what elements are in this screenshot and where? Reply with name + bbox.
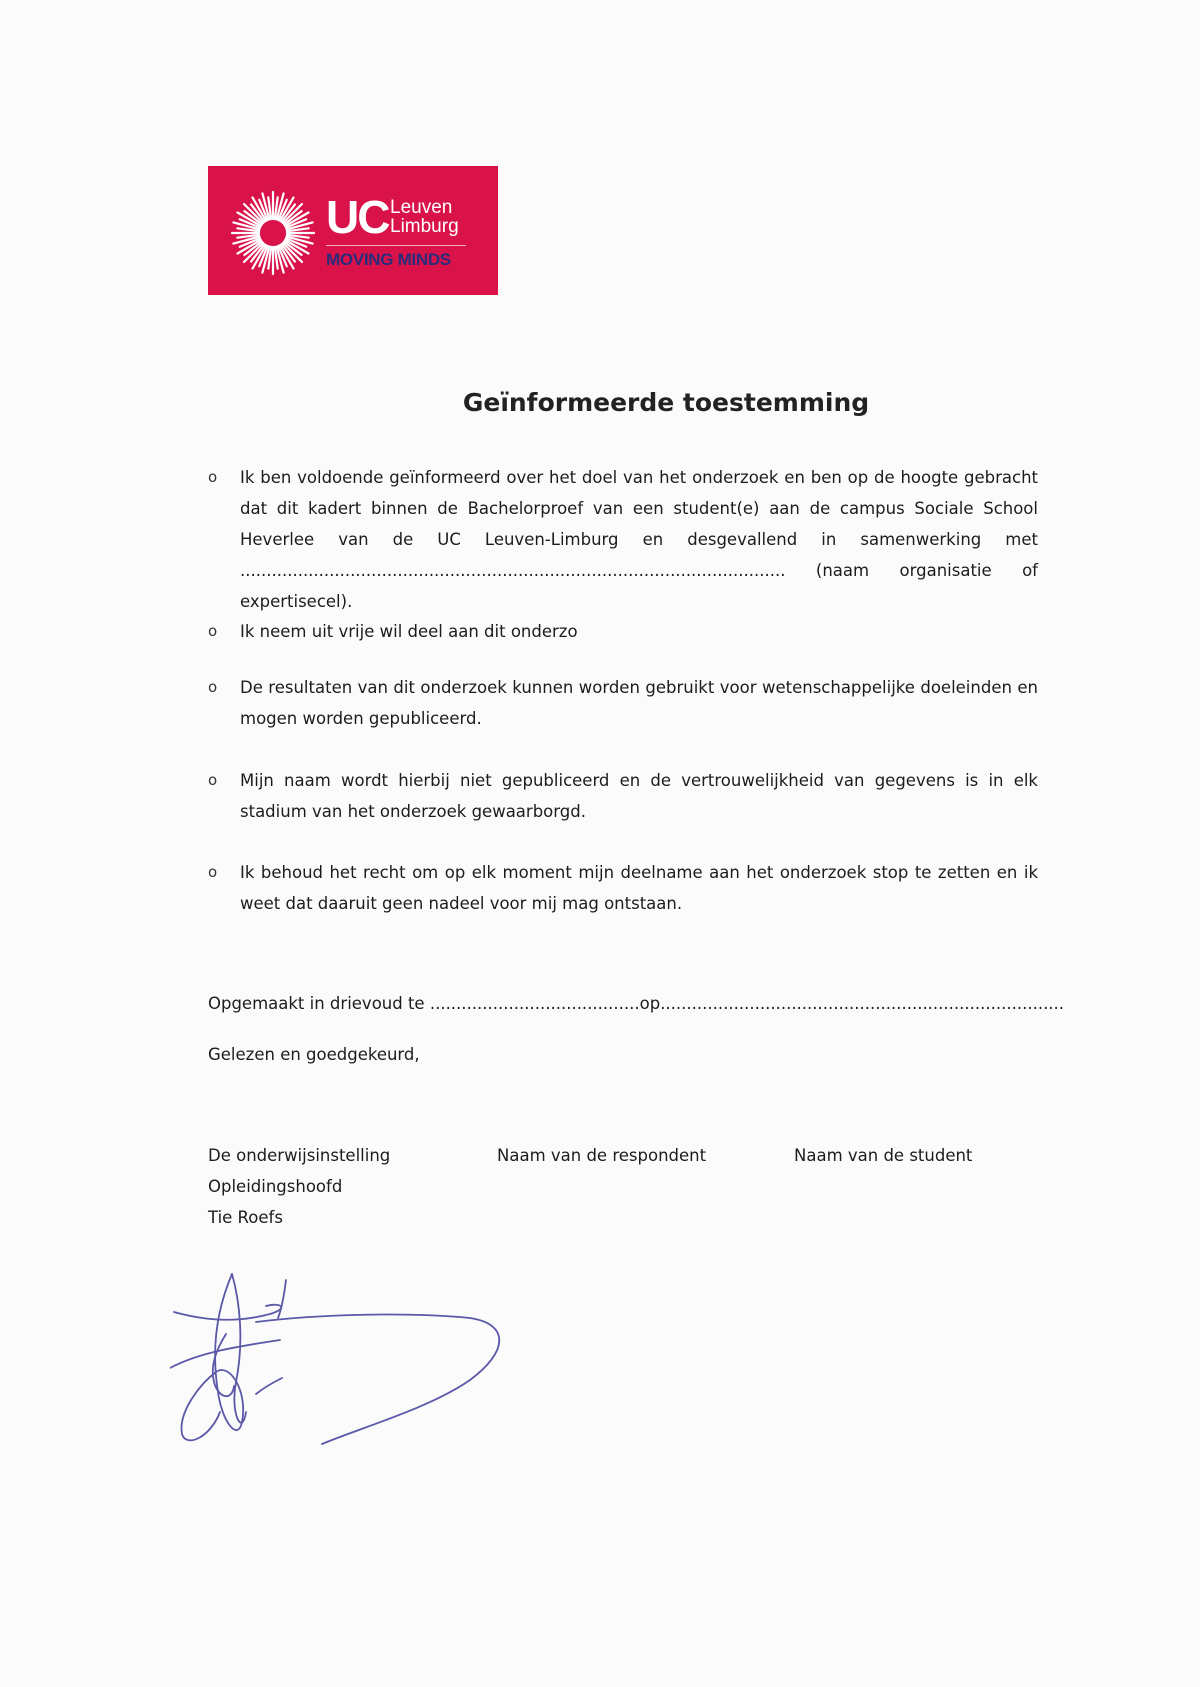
sunburst-icon [230,190,316,276]
logo-city-line1: Leuven [390,197,453,218]
logo-city [390,198,459,236]
statement-item [208,616,1038,647]
institution-person: Tie Roefs [208,1208,283,1227]
statement-item [208,672,1038,734]
logo-city-line2: Limburg [390,216,459,237]
statement-text: Ik ben voldoende geïnformeerd over het doel van het onderzoek en ben op de hoogte gebracht dat dit kadert binnen de Bachelorproef van een student(e) aan de campus Sociale School Heverlee van de UC Leuven-Limburg en desgevallend in samenwerking met ........................................................................................................ (naam organisatie of expertisecel). [240,468,1038,611]
statement-text: Mijn naam wordt hierbij niet gepubliceerd en de vertrouwelijkheid van gegevens is in elk stadium van het onderzoek gewaarborgd. [240,771,1038,821]
statement-text: De resultaten van dit onderzoek kunnen worden gebruikt voor wetenschappelijke doeleinden en mogen worden gepubliceerd. [240,678,1038,728]
uc-leuven-limburg-logo [208,166,498,295]
bullet-marker: o [208,622,218,640]
bullet-marker: o [208,863,218,881]
bullet-marker: o [208,771,218,789]
statement-text: Ik behoud het recht om op elk moment mijn deelname aan het onderzoek stop te zetten en ik weet dat daaruit geen nadeel voor mij mag ontstaan. [240,863,1038,913]
place-date-line: Opgemaakt in drievoud te ........................................op............................................................................. [208,994,1065,1013]
statement-item [208,462,1038,617]
logo-brand: UC [326,191,389,243]
institution-label: De onderwijsinstelling [208,1146,391,1165]
page-title: Geïnformeerde toestemming [462,388,870,417]
institution-role: Opleidingshoofd [208,1177,343,1196]
respondent-label: Naam van de respondent [497,1146,707,1165]
student-label: Naam van de student [794,1146,973,1165]
handwritten-signature [170,1262,510,1452]
statement-item [208,765,1038,827]
bullet-marker: o [208,678,218,696]
approved-line: Gelezen en goedgekeurd, [208,1045,420,1064]
signatory-student [794,1140,972,1171]
statement-text: Ik neem uit vrije wil deel aan dit onderzo [240,622,578,641]
signatory-respondent [497,1140,706,1171]
statement-item [208,857,1038,919]
logo-divider [326,245,466,246]
signatory-institution [208,1140,390,1233]
bullet-marker: o [208,468,218,486]
logo-tagline: MOVING MINDS [326,250,451,269]
